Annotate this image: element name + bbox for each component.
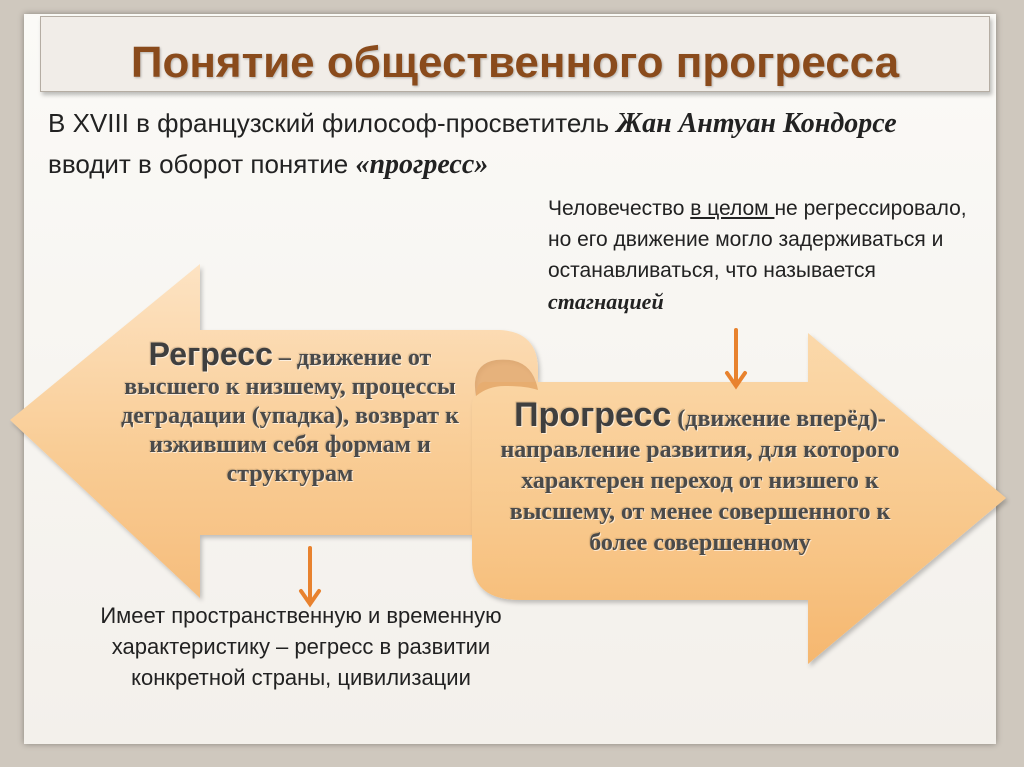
stagnation-part1: Человечество bbox=[548, 197, 691, 220]
stagnation-pointer bbox=[727, 330, 745, 386]
regress-definition bbox=[110, 336, 470, 489]
intro-term: «прогресс» bbox=[355, 149, 489, 180]
intro-part1: В XVIII в французский философ-просветитель bbox=[48, 108, 617, 138]
regress-text: – движение от высшего к низшему, процессы деградации (упадка), возврат к изжившим себя формам и структурам bbox=[121, 345, 459, 487]
stagnation-underlined: в целом bbox=[690, 197, 775, 220]
progress-paren: (движение вперёд)- bbox=[671, 406, 886, 432]
stagnation-part2: не регрессировало, но его движение могло задерживаться и останавливаться, что называется bbox=[548, 197, 967, 282]
progress-term: Прогресс bbox=[514, 396, 672, 434]
page-title: Понятие общественного прогресса bbox=[130, 38, 900, 87]
spatial-note: Имеет пространственную и временную характеристику – регресс в развитии конкретной страны, цивилизации bbox=[100, 603, 502, 690]
regress-term: Регресс bbox=[148, 336, 273, 372]
intro-name: Жан Антуан Кондорсе bbox=[616, 108, 897, 139]
stagnation-term: стагнацией bbox=[548, 289, 664, 314]
regress-pointer bbox=[301, 548, 319, 604]
intro-part2: вводит в оборот понятие bbox=[48, 149, 356, 179]
progress-definition bbox=[480, 396, 920, 559]
progress-text: направление развития, для которого характерен переход от низшего к высшему, от менее совершенного к более совершенному bbox=[500, 437, 900, 556]
stagnation-note bbox=[548, 193, 968, 318]
